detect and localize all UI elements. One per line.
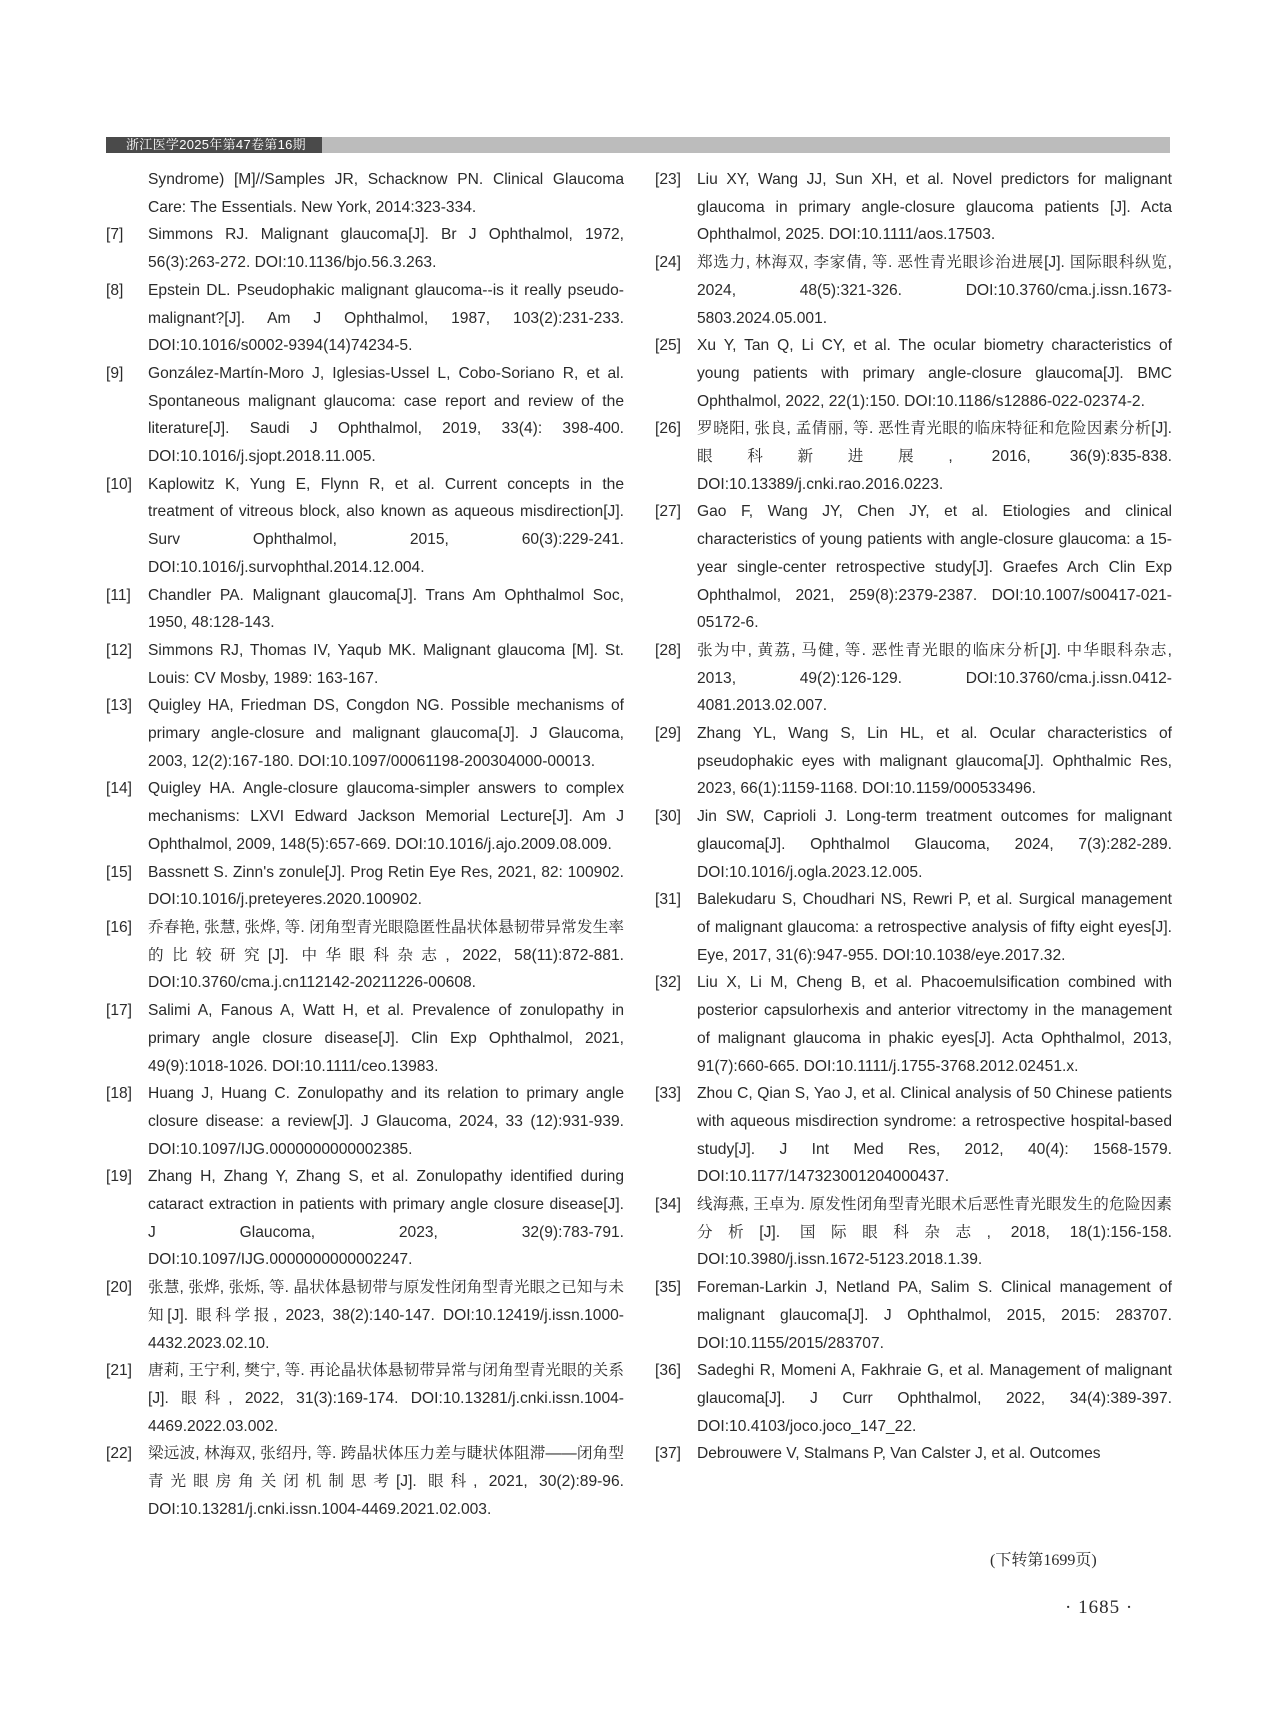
reference-number: [29] — [655, 725, 682, 743]
reference-number: [28] — [655, 641, 682, 659]
reference-text: 张为中, 黄荔, 马健, 等. 恶性青光眼的临床分析[J]. 中华眼科杂志, 2013, 49(2):126-129. DOI:10.3760/cma.j.issn.0412-4081.2013.02.007. — [697, 641, 1172, 715]
reference-text: Gao F, Wang JY, Chen JY, et al. Etiologies and clinical characteristics of young patients with angle-closure glaucoma: a 15-year single-center retrospective study[J]. Graefes Arch Clin Exp Ophthalmol, 2021, 259(8):2379-2387. DOI:10.1007/s00417-021-05172-6. — [697, 503, 1172, 632]
reference-item — [106, 471, 624, 582]
reference-text: 线海燕, 王卓为. 原发性闭角型青光眼术后恶性青光眼发生的危险因素分析[J]. 国际眼科杂志, 2018, 18(1):156-158. DOI:10.3980/j.issn.1672-5123.2018.1.39. — [697, 1196, 1172, 1269]
continued-note: (下转第1699页) — [990, 1552, 1097, 1569]
reference-item — [655, 1440, 1172, 1468]
reference-number: [30] — [655, 808, 682, 826]
reference-number: [31] — [655, 891, 682, 909]
reference-text: 郑选力, 林海双, 李家倩, 等. 恶性青光眼诊治进展[J]. 国际眼科纵览, 2024, 48(5):321-326. DOI:10.3760/cma.j.issn.1673-5803.2024.05.001. — [697, 254, 1172, 327]
reference-number: [11] — [106, 586, 131, 604]
reference-number: [8] — [106, 281, 124, 299]
reference-text: Debrouwere V, Stalmans P, Van Calster J, et al. Outcomes — [697, 1445, 1101, 1463]
reference-item — [106, 360, 624, 471]
reference-number: [19] — [106, 1168, 133, 1186]
reference-text: Salimi A, Fanous A, Watt H, et al. Prevalence of zonulopathy in primary angle closure disease[J]. Clin Exp Ophthalmol, 2021, 49(9):1018-1026. DOI:10.1111/ceo.13983. — [148, 1002, 624, 1075]
reference-text: Sadeghi R, Momeni A, Fakhraie G, et al. Management of malignant glaucoma[J]. J Curr Ophthalmol, 2022, 34(4):389-397. DOI:10.4103/joco.joco_147_22. — [697, 1362, 1172, 1435]
reference-text: 梁远波, 林海双, 张绍丹, 等. 跨晶状体压力差与睫状体阻滞——闭角型青光眼房角关闭机制思考[J]. 眼科, 2021, 30(2):89-96. DOI:10.13281/j.cnki.issn.1004-4469.2021.02.003. — [148, 1445, 624, 1518]
reference-item — [655, 1191, 1172, 1274]
reference-number: [7] — [106, 226, 124, 244]
reference-item — [655, 720, 1172, 803]
reference-item — [655, 1274, 1172, 1357]
reference-number: [34] — [655, 1196, 682, 1214]
reference-text: Simmons RJ. Malignant glaucoma[J]. Br J Ophthalmol, 1972, 56(3):263-272. DOI:10.1136/bjo.56.3.263. — [148, 226, 624, 272]
reference-item — [106, 221, 624, 276]
reference-number: [13] — [106, 697, 133, 715]
reference-item — [655, 637, 1172, 720]
reference-text: 唐莉, 王宁利, 樊宁, 等. 再论晶状体悬韧带异常与闭角型青光眼的关系[J]. 眼科, 2022, 31(3):169-174. DOI:10.13281/j.cnki.issn.1004-4469.2022.03.002. — [148, 1362, 624, 1435]
reference-text: Simmons RJ, Thomas IV, Yaqub MK. Malignant glaucoma [M]. St. Louis: CV Mosby, 1989: 163-167. — [148, 641, 624, 687]
reference-item — [655, 415, 1172, 498]
reference-number: [35] — [655, 1279, 682, 1297]
right-column — [655, 166, 1172, 1468]
reference-text: 乔春艳, 张慧, 张烨, 等. 闭角型青光眼隐匿性晶状体悬韧带异常发生率的比较研究[J]. 中华眼科杂志, 2022, 58(11):872-881. DOI:10.3760/cma.j.cn112142-20211226-00608. — [148, 918, 624, 992]
reference-item — [655, 803, 1172, 886]
left-reference-list — [106, 221, 624, 1523]
reference-item — [106, 692, 624, 775]
reference-text: Epstein DL. Pseudophakic malignant glaucoma--is it really pseudo-malignant?[J]. Am J Ophthalmol, 1987, 103(2):231-233. DOI:10.1016/s0002-9394(14)74234-5. — [148, 281, 624, 355]
journal-header: 浙江医学2025年第47卷第16期 — [106, 137, 322, 153]
reference-item — [655, 886, 1172, 969]
reference-number: [20] — [106, 1279, 133, 1297]
reference-text: Xu Y, Tan Q, Li CY, et al. The ocular biometry characteristics of young patients with primary angle-closure glaucoma[J]. BMC Ophthalmol, 2022, 22(1):150. DOI:10.1186/s12886-022-02374-2. — [697, 337, 1172, 410]
reference-number: [14] — [106, 780, 133, 798]
reference-item — [655, 1357, 1172, 1440]
right-reference-list — [655, 166, 1172, 1468]
reference-text: Bassnett S. Zinn's zonule[J]. Prog Retin Eye Res, 2021, 82: 100902. DOI:10.1016/j.preteyeres.2020.100902. — [148, 863, 624, 909]
reference-number: [22] — [106, 1445, 133, 1463]
reference-text: Zhang H, Zhang Y, Zhang S, et al. Zonulopathy identified during cataract extraction in patients with primary angle closure disease[J]. J Glaucoma, 2023, 32(9):783-791. DOI:10.1097/IJG.0000000000002247. — [148, 1168, 624, 1269]
reference-text: Jin SW, Caprioli J. Long-term treatment outcomes for malignant glaucoma[J]. Ophthalmol Glaucoma, 2024, 7(3):282-289. DOI:10.1016/j.ogla.2023.12.005. — [697, 808, 1172, 881]
reference-continuation: Syndrome) [M]//Samples JR, Schacknow PN. Clinical Glaucoma Care: The Essentials. New York, 2014:323-334. — [148, 171, 624, 216]
reference-item — [655, 1080, 1172, 1191]
reference-item — [106, 1357, 624, 1440]
reference-number: [12] — [106, 641, 133, 659]
reference-item — [655, 249, 1172, 332]
left-column — [106, 166, 624, 1523]
reference-item — [106, 775, 624, 858]
reference-number: [24] — [655, 254, 682, 272]
reference-item — [655, 166, 1172, 249]
reference-number: [27] — [655, 503, 682, 521]
reference-text: Liu XY, Wang JJ, Sun XH, et al. Novel predictors for malignant glaucoma in primary angle-closure glaucoma patients [J]. Acta Ophthalmol, 2025. DOI:10.1111/aos.17503. — [697, 171, 1172, 244]
reference-number: [21] — [106, 1362, 133, 1380]
reference-number: [26] — [655, 420, 682, 438]
page-number: · 1685 · — [1065, 1597, 1134, 1618]
reference-number: [33] — [655, 1085, 682, 1103]
reference-item — [106, 859, 624, 914]
reference-text: Liu X, Li M, Cheng B, et al. Phacoemulsification combined with posterior capsulorhexis and anterior vitrectomy in the management of malignant glaucoma in phakic eyes[J]. Acta Ophthalmol, 2013, 91(7):660-665. DOI:10.1111/j.1755-3768.2012.02451.x. — [697, 974, 1172, 1075]
reference-text: Quigley HA, Friedman DS, Congdon NG. Possible mechanisms of primary angle-closure and malignant glaucoma[J]. J Glaucoma, 2003, 12(2):167-180. DOI:10.1097/00061198-200304000-00013. — [148, 697, 624, 770]
reference-item — [106, 637, 624, 692]
reference-number: [36] — [655, 1362, 682, 1380]
reference-item — [655, 969, 1172, 1080]
reference-item — [655, 498, 1172, 637]
reference-item — [106, 1274, 624, 1357]
reference-number: [16] — [106, 918, 133, 936]
reference-text: Kaplowitz K, Yung E, Flynn R, et al. Current concepts in the treatment of vitreous block, also known as aqueous misdirection[J]. Surv Ophthalmol, 2015, 60(3):229-241. DOI:10.1016/j.survophthal.2014.12.004. — [148, 475, 624, 576]
reference-item — [106, 914, 624, 997]
reference-item — [655, 332, 1172, 415]
reference-item — [106, 997, 624, 1080]
reference-number: [10] — [106, 475, 133, 493]
reference-text: 罗晓阳, 张良, 孟倩丽, 等. 恶性青光眼的临床特征和危险因素分析[J]. 眼科新进展, 2016, 36(9):835-838. DOI:10.13389/j.cnki.rao.2016.0223. — [697, 420, 1172, 493]
reference-text: Huang J, Huang C. Zonulopathy and its relation to primary angle closure disease: a review[J]. J Glaucoma, 2024, 33 (12):931-939. DOI:10.1097/IJG.0000000000002385. — [148, 1085, 624, 1158]
reference-text: Zhang YL, Wang S, Lin HL, et al. Ocular characteristics of pseudophakic eyes with malignant glaucoma[J]. Ophthalmic Res, 2023, 66(1):1159-1168. DOI:10.1159/000533496. — [697, 725, 1172, 798]
reference-number: [9] — [106, 364, 124, 382]
reference-item — [106, 1163, 624, 1274]
reference-item — [106, 277, 624, 360]
reference-text: Quigley HA. Angle-closure glaucoma-simpler answers to complex mechanisms: LXVI Edward Jackson Memorial Lecture[J]. Am J Ophthalmol, 2009, 148(5):657-669. DOI:10.1016/j.ajo.2009.08.009. — [148, 780, 624, 853]
reference-number: [17] — [106, 1002, 133, 1020]
reference-number: [37] — [655, 1445, 682, 1463]
reference-number: [15] — [106, 863, 133, 881]
reference-item — [106, 1080, 624, 1163]
reference-text: González-Martín-Moro J, Iglesias-Ussel L, Cobo-Soriano R, et al. Spontaneous malignant glaucoma: case report and review of the literature[J]. Saudi J Ophthalmol, 2019, 33(4): 398-400. DOI:10.1016/j.sjopt.2018.11.005. — [148, 364, 624, 466]
reference-number: [18] — [106, 1085, 133, 1103]
reference-item — [106, 1440, 624, 1523]
reference-text: Foreman-Larkin J, Netland PA, Salim S. Clinical management of malignant glaucoma[J]. J Ophthalmol, 2015, 2015: 283707. DOI:10.1155/2015/283707. — [697, 1279, 1172, 1352]
reference-number: [25] — [655, 337, 682, 355]
reference-text: Chandler PA. Malignant glaucoma[J]. Trans Am Ophthalmol Soc, 1950, 48:128-143. — [148, 586, 624, 632]
reference-text: Zhou C, Qian S, Yao J, et al. Clinical analysis of 50 Chinese patients with aqueous misdirection syndrome: a retrospective hospital-based study[J]. J Int Med Res, 2012, 40(4): 1568-1579. DOI:10.1177/147323001204000437. — [697, 1085, 1172, 1186]
reference-text: Balekudaru S, Choudhari NS, Rewri P, et al. Surgical management of malignant glaucoma: a retrospective analysis of fifty eight eyes[J]. Eye, 2017, 31(6):947-955. DOI:10.1038/eye.2017.32. — [697, 891, 1172, 964]
reference-number: [32] — [655, 974, 682, 992]
reference-number: [23] — [655, 171, 682, 188]
reference-item — [106, 582, 624, 637]
reference-text: 张慧, 张烨, 张烁, 等. 晶状体悬韧带与原发性闭角型青光眼之已知与未知[J]. 眼科学报, 2023, 38(2):140-147. DOI:10.12419/j.issn.1000-4432.2023.02.10. — [148, 1279, 624, 1352]
